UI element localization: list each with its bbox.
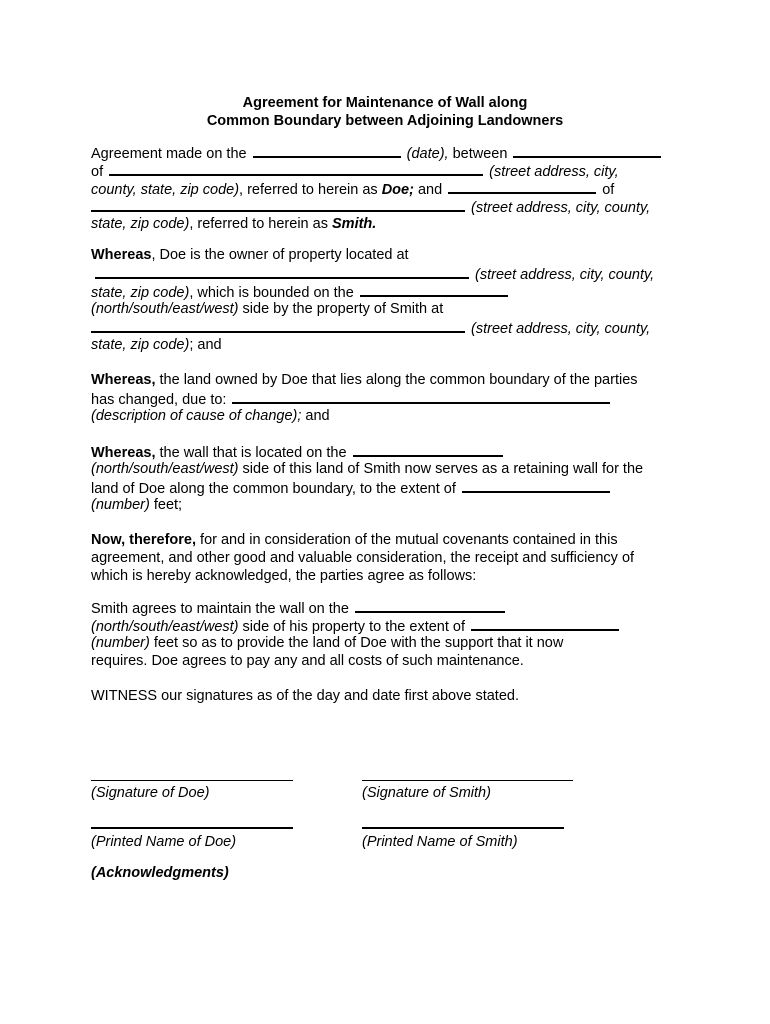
p5-line-2: agreement, and other good and valuable consideration, the receipt and sufficiency of [91,550,635,566]
p2-line-2: (street address, city, county, [91,264,654,284]
p2-line-6: state, zip code); and [91,337,222,353]
signature-doe-label: (Signature of Doe) [91,785,210,801]
p1-line-5: state, zip code), referred to herein as Smith. [91,216,377,232]
party1-address-blank[interactable] [109,161,483,176]
signature-doe-line[interactable] [91,780,293,781]
maintain-direction-blank[interactable] [355,598,505,613]
p1-line-2: of (street address, city, [91,161,619,181]
witness-statement: WITNESS our signatures as of the day and date first above stated. [91,688,519,704]
p6-line-2: (north/south/east/west) side of his property to the extent of [91,616,621,636]
maintain-extent-blank[interactable] [471,616,619,631]
p6-line-4: requires. Doe agrees to pay any and all costs of such maintenance. [91,653,524,669]
p6-line-1: Smith agrees to maintain the wall on the [91,598,507,618]
printed-name-smith-label: (Printed Name of Smith) [362,834,518,850]
party1-name-blank[interactable] [513,143,661,158]
p2-line-3: state, zip code), which is bounded on the [91,282,510,302]
date-blank[interactable] [253,143,401,158]
signature-smith-line[interactable] [362,780,573,781]
p5-line-1: Now, therefore, for and in consideration of the mutual covenants contained in this [91,532,618,548]
printed-name-doe-line[interactable] [91,827,293,829]
cause-of-change-blank[interactable] [232,389,610,404]
bounded-direction-blank[interactable] [360,282,508,297]
title-line-2: Common Boundary between Adjoining Landowners [206,113,564,129]
p3-line-2: has changed, due to: [91,389,612,409]
signature-smith-label: (Signature of Smith) [362,785,491,801]
p4-line-3: land of Doe along the common boundary, to the extent of [91,478,612,498]
doe-property-address-blank[interactable] [95,264,469,279]
p1-line-3: county, state, zip code), referred to herein as Doe; and of [91,179,614,199]
p4-line-1: Whereas, the wall that is located on the [91,442,505,462]
party2-address-blank[interactable] [91,197,465,212]
p2-line-5: (street address, city, county, [91,318,650,338]
p3-line-3: (description of cause of change); and [91,408,330,424]
title-line-1: Agreement for Maintenance of Wall along [242,95,528,111]
p3-line-1: Whereas, the land owned by Doe that lies along the common boundary of the parties [91,372,638,388]
party2-name-blank[interactable] [448,179,596,194]
p2-line-4: (north/south/east/west) side by the property of Smith at [91,301,444,317]
printed-name-doe-label: (Printed Name of Doe) [91,834,237,850]
p1-line-1: Agreement made on the (date), between [91,143,663,163]
p4-line-2: (north/south/east/west) side of this land of Smith now serves as a retaining wall for the [91,461,644,477]
p2-line-1: Whereas, Doe is the owner of property located at [91,247,409,263]
p4-line-4: (number) feet; [91,497,183,513]
p1-line-4: (street address, city, county, [91,197,650,217]
retaining-extent-blank[interactable] [462,478,610,493]
acknowledgments-heading: (Acknowledgments) [91,865,229,881]
printed-name-smith-line[interactable] [362,827,564,829]
p5-line-3: which is hereby acknowledged, the parties agree as follows: [91,568,477,584]
p6-line-3: (number) feet so as to provide the land of Doe with the support that it now [91,635,564,651]
smith-property-address-blank[interactable] [91,318,465,333]
wall-direction-blank[interactable] [353,442,503,457]
